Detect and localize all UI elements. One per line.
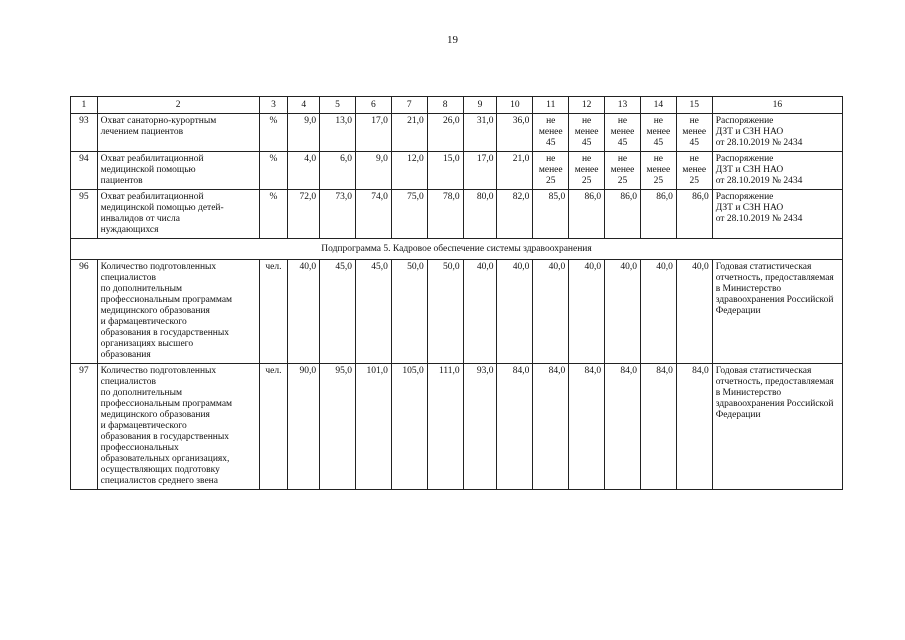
text-line: медицинской помощью детей- — [100, 203, 224, 213]
source-cell — [712, 364, 842, 490]
text-line: образования — [100, 350, 151, 360]
value-cell: 15,0 — [427, 152, 463, 190]
unit-cell: % — [259, 114, 288, 152]
value-cell: 80,0 — [463, 190, 497, 239]
text-line: лечением пациентов — [100, 127, 184, 137]
value-cell: 9,0 — [288, 114, 320, 152]
column-number-cell: 2 — [97, 97, 259, 114]
text-line: инвалидов от числа — [100, 214, 180, 224]
column-number-cell: 13 — [605, 97, 641, 114]
value-cell: 50,0 — [427, 260, 463, 364]
table-row — [71, 114, 843, 152]
indicator-name-cell — [97, 364, 259, 490]
column-number-cell: 14 — [640, 97, 676, 114]
table-row — [71, 260, 843, 364]
value-cell: 17,0 — [355, 114, 391, 152]
text-line: не — [546, 154, 556, 164]
value-cell: 93,0 — [463, 364, 497, 490]
value-cell: 84,0 — [533, 364, 569, 490]
unit-cell: чел. — [259, 260, 288, 364]
column-number-cell: 10 — [497, 97, 533, 114]
text-line: профессиональным программам — [100, 399, 233, 409]
value-min-cell — [640, 114, 676, 152]
value-cell: 40,0 — [640, 260, 676, 364]
text-line: и фармацевтического — [100, 421, 187, 431]
text-line: Распоряжение — [715, 192, 774, 202]
text-line: не — [653, 154, 664, 164]
text-line: от 28.10.2019 № 2434 — [715, 214, 803, 224]
indicator-name-cell — [97, 114, 259, 152]
text-line: осуществляющих подготовку — [100, 465, 220, 475]
subprogram-title: Подпрограмма 5. Кадровое обеспечение системы здравоохранения — [71, 239, 843, 260]
text-line: менее — [682, 127, 707, 137]
text-line: Федерации — [715, 410, 761, 420]
text-line: не — [546, 116, 556, 126]
text-line: специалистов среднего звена — [100, 476, 218, 486]
column-number-cell: 15 — [676, 97, 712, 114]
text-line: менее — [610, 165, 635, 175]
text-line: в Министерство — [715, 388, 782, 398]
text-line: 45 — [581, 138, 592, 148]
text-line: здравоохранения Российской — [715, 399, 834, 409]
text-line: медицинского образования — [100, 410, 210, 420]
source-cell — [712, 190, 842, 239]
value-cell: 105,0 — [391, 364, 427, 490]
value-cell: 78,0 — [427, 190, 463, 239]
value-cell: 111,0 — [427, 364, 463, 490]
text-line: менее — [610, 127, 635, 137]
text-line: 45 — [546, 138, 556, 148]
value-cell: 90,0 — [288, 364, 320, 490]
text-line: 45 — [689, 138, 699, 148]
value-cell: 86,0 — [640, 190, 676, 239]
value-cell: 73,0 — [320, 190, 356, 239]
text-line: не — [581, 116, 592, 126]
value-cell: 40,0 — [605, 260, 641, 364]
value-cell: 40,0 — [533, 260, 569, 364]
source-cell — [712, 260, 842, 364]
text-line: менее — [682, 165, 707, 175]
value-cell: 21,0 — [497, 152, 533, 190]
value-cell: 9,0 — [355, 152, 391, 190]
text-line: менее — [538, 127, 563, 137]
text-line: 25 — [546, 176, 556, 186]
source-cell — [712, 152, 842, 190]
value-min-cell — [533, 152, 569, 190]
table-row — [71, 152, 843, 190]
value-min-cell — [569, 152, 605, 190]
value-cell: 40,0 — [676, 260, 712, 364]
table-row — [71, 364, 843, 490]
text-line: менее — [538, 165, 563, 175]
value-cell: 40,0 — [569, 260, 605, 364]
text-line: ДЗТ и СЗН НАО — [715, 127, 784, 137]
unit-cell: чел. — [259, 364, 288, 490]
text-line: от 28.10.2019 № 2434 — [715, 176, 803, 186]
value-cell: 85,0 — [533, 190, 569, 239]
text-line: Охват реабилитационной — [100, 154, 204, 164]
text-line: менее — [574, 127, 599, 137]
text-line: ДЗТ и СЗН НАО — [715, 165, 784, 175]
source-cell — [712, 114, 842, 152]
text-line: и фармацевтического — [100, 317, 187, 327]
column-number-cell: 6 — [355, 97, 391, 114]
row-number-cell: 96 — [71, 260, 98, 364]
value-cell: 86,0 — [676, 190, 712, 239]
value-cell: 86,0 — [569, 190, 605, 239]
value-cell: 84,0 — [676, 364, 712, 490]
page-number: 19 — [447, 34, 458, 46]
indicator-name-cell — [97, 190, 259, 239]
text-line: здравоохранения Российской — [715, 295, 834, 305]
text-line: в Министерство — [715, 284, 782, 294]
text-line: Годовая статистическая — [715, 366, 812, 376]
value-cell: 21,0 — [391, 114, 427, 152]
text-line: не — [689, 154, 699, 164]
text-line: Распоряжение — [715, 154, 774, 164]
value-min-cell — [676, 152, 712, 190]
text-line: специалистов — [100, 273, 156, 283]
text-line: по дополнительным — [100, 388, 182, 398]
value-cell: 74,0 — [355, 190, 391, 239]
value-cell: 84,0 — [605, 364, 641, 490]
value-cell: 72,0 — [288, 190, 320, 239]
text-line: Охват санаторно-курортным — [100, 116, 217, 126]
value-cell: 84,0 — [497, 364, 533, 490]
column-number-cell: 7 — [391, 97, 427, 114]
value-min-cell — [605, 114, 641, 152]
value-min-cell — [605, 152, 641, 190]
value-cell: 40,0 — [288, 260, 320, 364]
value-cell: 101,0 — [355, 364, 391, 490]
value-cell: 4,0 — [288, 152, 320, 190]
value-cell: 75,0 — [391, 190, 427, 239]
unit-cell: % — [259, 190, 288, 239]
text-line: менее — [574, 165, 599, 175]
value-min-cell — [676, 114, 712, 152]
text-line: Годовая статистическая — [715, 262, 812, 272]
text-line: организациях высшего — [100, 339, 194, 349]
text-line: 25 — [689, 176, 699, 186]
text-line: 45 — [653, 138, 664, 148]
value-cell: 31,0 — [463, 114, 497, 152]
column-number-cell: 3 — [259, 97, 288, 114]
row-number-cell: 94 — [71, 152, 98, 190]
text-line: медицинского образования — [100, 306, 210, 316]
indicator-name-cell — [97, 260, 259, 364]
text-line: образовательных организациях, — [100, 454, 230, 464]
table-row — [71, 190, 843, 239]
text-line: от 28.10.2019 № 2434 — [715, 138, 803, 148]
value-cell: 82,0 — [497, 190, 533, 239]
text-line: специалистов — [100, 377, 156, 387]
value-cell: 40,0 — [497, 260, 533, 364]
text-line: Количество подготовленных — [100, 366, 217, 376]
value-cell: 40,0 — [463, 260, 497, 364]
text-line: по дополнительным — [100, 284, 182, 294]
text-line: нуждающихся — [100, 225, 159, 235]
value-cell: 84,0 — [569, 364, 605, 490]
text-line: не — [617, 116, 628, 126]
unit-cell: % — [259, 152, 288, 190]
subprogram-row — [71, 239, 843, 260]
column-number-cell: 16 — [712, 97, 842, 114]
text-line: 25 — [617, 176, 628, 186]
text-line: профессиональным программам — [100, 295, 233, 305]
value-min-cell — [640, 152, 676, 190]
text-line: 25 — [581, 176, 592, 186]
text-line: менее — [646, 127, 671, 137]
column-number-cell: 5 — [320, 97, 356, 114]
value-cell: 36,0 — [497, 114, 533, 152]
value-cell: 13,0 — [320, 114, 356, 152]
text-line: не — [653, 116, 664, 126]
value-cell: 12,0 — [391, 152, 427, 190]
text-line: Охват реабилитационной — [100, 192, 204, 202]
text-line: 45 — [617, 138, 628, 148]
text-line: отчетность, предоставляемая — [715, 273, 834, 283]
text-line: не — [689, 116, 699, 126]
table-body — [71, 97, 843, 490]
column-number-row — [71, 97, 843, 114]
value-cell: 50,0 — [391, 260, 427, 364]
value-cell: 45,0 — [355, 260, 391, 364]
value-cell: 6,0 — [320, 152, 356, 190]
value-cell: 26,0 — [427, 114, 463, 152]
value-min-cell — [569, 114, 605, 152]
column-number-cell: 1 — [71, 97, 98, 114]
indicator-table — [70, 96, 843, 490]
column-number-cell: 12 — [569, 97, 605, 114]
text-line: пациентов — [100, 176, 143, 186]
value-cell: 17,0 — [463, 152, 497, 190]
value-cell: 95,0 — [320, 364, 356, 490]
text-line: профессиональных — [100, 443, 179, 453]
text-line: медицинской помощью — [100, 165, 196, 175]
indicator-name-cell — [97, 152, 259, 190]
text-line: Распоряжение — [715, 116, 774, 126]
text-line: не — [617, 154, 628, 164]
row-number-cell: 95 — [71, 190, 98, 239]
value-cell: 84,0 — [640, 364, 676, 490]
text-line: ДЗТ и СЗН НАО — [715, 203, 784, 213]
value-cell: 45,0 — [320, 260, 356, 364]
text-line: образования в государственных — [100, 432, 229, 442]
text-line: Количество подготовленных — [100, 262, 217, 272]
text-line: не — [581, 154, 592, 164]
value-min-cell — [533, 114, 569, 152]
row-number-cell: 97 — [71, 364, 98, 490]
row-number-cell: 93 — [71, 114, 98, 152]
column-number-cell: 4 — [288, 97, 320, 114]
text-line: менее — [646, 165, 671, 175]
value-cell: 86,0 — [605, 190, 641, 239]
text-line: Федерации — [715, 306, 761, 316]
text-line: 25 — [653, 176, 664, 186]
column-number-cell: 9 — [463, 97, 497, 114]
text-line: образования в государственных — [100, 328, 229, 338]
column-number-cell: 11 — [533, 97, 569, 114]
text-line: отчетность, предоставляемая — [715, 377, 834, 387]
column-number-cell: 8 — [427, 97, 463, 114]
